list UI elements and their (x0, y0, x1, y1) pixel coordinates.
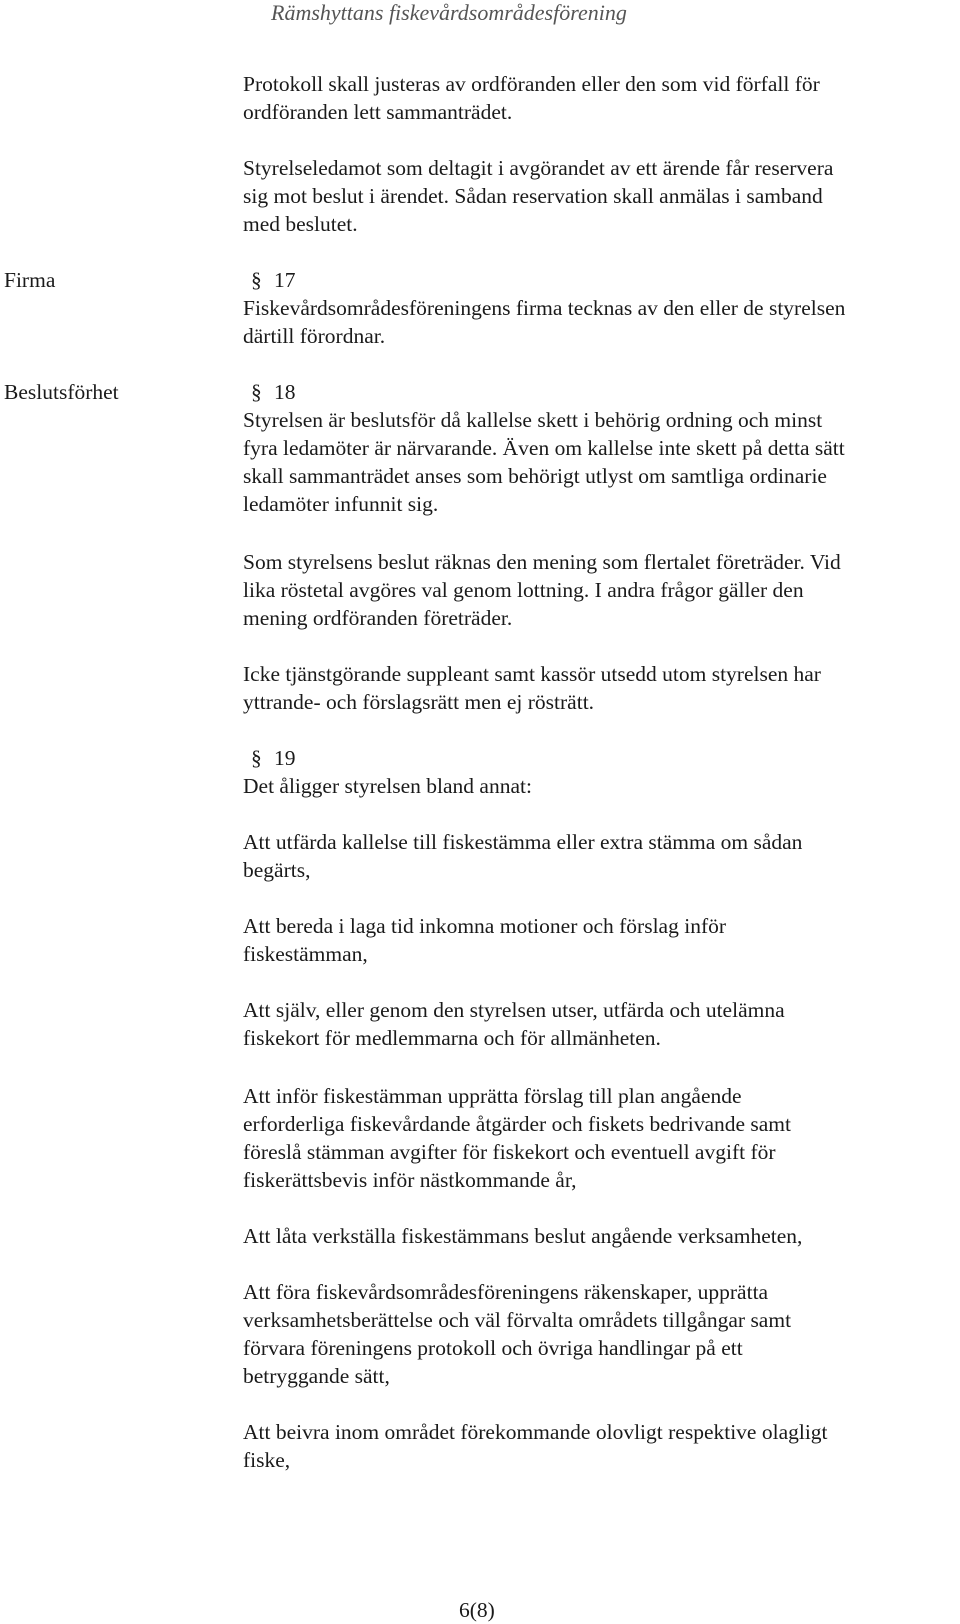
paragraph-line: skall sammanträdet anses som behörigt utlyst om samtliga ordinarie (243, 464, 827, 488)
paragraph-line: Som styrelsens beslut räknas den mening som flertalet företräder. Vid (243, 550, 841, 574)
paragraph-line: sig mot beslut i ärendet. Sådan reservation skall anmälas i samband (243, 184, 823, 208)
list-item-line: Att själv, eller genom den styrelsen utser, utfärda och utelämna (243, 998, 785, 1022)
paragraph-line: mening ordföranden företräder. (243, 606, 513, 630)
page-number: 6(8) (459, 1598, 495, 1622)
paragraph-line: Icke tjänstgörande suppleant samt kassör utsedd utom styrelsen har (243, 662, 821, 686)
list-item-line: Att bereda i laga tid inkomna motioner och förslag inför (243, 914, 727, 938)
paragraph-line: Protokoll skall justeras av ordföranden eller den som vid förfall för (243, 72, 820, 96)
paragraph-line: lika röstetal avgöres val genom lottning. I andra frågor gäller den (243, 578, 804, 602)
list-item-line: erforderliga fiskevårdande åtgärder och fiskets bedrivande samt (243, 1112, 792, 1136)
paragraph-line: Fiskevårdsområdesföreningens firma tecknas av den eller de styrelsen (243, 296, 846, 320)
section-number: 17 (274, 268, 296, 292)
paragraph-line: Styrelseledamot som deltagit i avgörandet av ett ärende får reservera (243, 156, 834, 180)
side-label-firma: Firma (4, 268, 56, 292)
section-sign: § (251, 380, 262, 404)
section-sign: § (251, 746, 262, 770)
section-number: 18 (274, 380, 296, 404)
list-item-line: Att beivra inom området förekommande olovligt respektive olagligt (243, 1420, 828, 1444)
list-item-line: Att utfärda kallelse till fiskestämma eller extra stämma om sådan (243, 830, 803, 854)
paragraph-line: ordföranden lett sammanträdet. (243, 100, 513, 124)
paragraph-line: fyra ledamöter är närvarande. Även om kallelse inte skett på detta sätt (243, 436, 845, 460)
list-item-line: betryggande sätt, (243, 1364, 390, 1388)
paragraph-line: yttrande- och förslagsrätt men ej rösträtt. (243, 690, 595, 714)
list-item-line: verksamhetsberättelse och väl förvalta områdets tillgångar samt (243, 1308, 792, 1332)
list-item-line: fiskekort för medlemmarna och för allmänheten. (243, 1026, 661, 1050)
list-item-line: fiskerättsbevis inför nästkommande år, (243, 1168, 577, 1192)
paragraph-line: ledamöter infunnit sig. (243, 492, 439, 516)
section-sign: § (251, 268, 262, 292)
document-header: Rämshyttans fiskevårdsområdesförening (271, 0, 627, 25)
list-item-line: föreslå stämman avgifter för fiskekort och eventuell avgift för (243, 1140, 776, 1164)
paragraph-line: med beslutet. (243, 212, 358, 236)
list-item-line: Att låta verkställa fiskestämmans beslut angående verksamheten, (243, 1224, 803, 1248)
list-item-line: Att föra fiskevårdsområdesföreningens räkenskaper, upprätta (243, 1280, 769, 1304)
section-number: 19 (274, 746, 296, 770)
list-item-line: begärts, (243, 858, 311, 882)
list-item-line: fiskestämman, (243, 942, 368, 966)
section-intro: Det åligger styrelsen bland annat: (243, 774, 532, 798)
side-label-beslutsforhet: Beslutsförhet (4, 380, 119, 404)
paragraph-line: Styrelsen är beslutsför då kallelse skett i behörig ordning och minst (243, 408, 823, 432)
list-item-line: fiske, (243, 1448, 291, 1472)
list-item-line: Att inför fiskestämman upprätta förslag till plan angående (243, 1084, 742, 1108)
list-item-line: förvara föreningens protokoll och övriga handlingar på ett (243, 1336, 743, 1360)
paragraph-line: därtill förordnar. (243, 324, 386, 348)
